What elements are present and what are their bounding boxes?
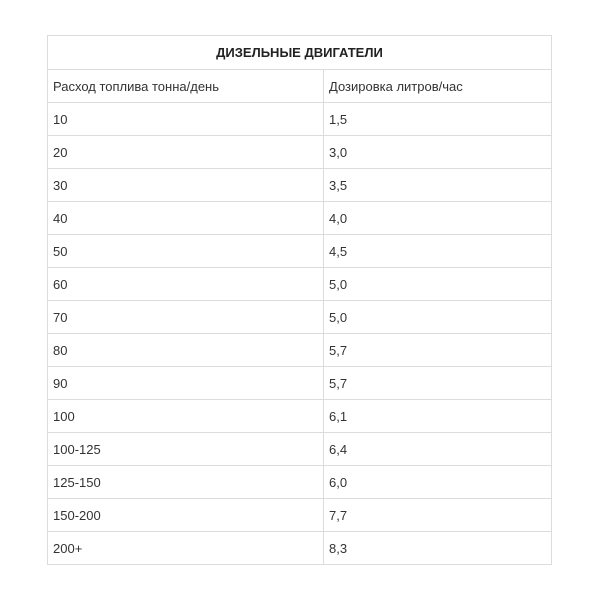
cell-dosage: 4,0 xyxy=(324,202,552,235)
cell-dosage: 5,0 xyxy=(324,268,552,301)
diesel-engines-table xyxy=(47,35,552,565)
cell-fuel-consumption: 200+ xyxy=(48,532,324,565)
table-header-row xyxy=(48,70,552,103)
cell-dosage: 5,7 xyxy=(324,367,552,400)
cell-fuel-consumption: 30 xyxy=(48,169,324,202)
cell-fuel-consumption: 60 xyxy=(48,268,324,301)
cell-dosage: 8,3 xyxy=(324,532,552,565)
table-row xyxy=(48,202,552,235)
table-row xyxy=(48,466,552,499)
cell-fuel-consumption: 80 xyxy=(48,334,324,367)
cell-dosage: 3,5 xyxy=(324,169,552,202)
cell-fuel-consumption: 90 xyxy=(48,367,324,400)
cell-fuel-consumption: 150-200 xyxy=(48,499,324,532)
cell-fuel-consumption: 10 xyxy=(48,103,324,136)
cell-dosage: 7,7 xyxy=(324,499,552,532)
cell-fuel-consumption: 125-150 xyxy=(48,466,324,499)
table-row xyxy=(48,400,552,433)
table-row xyxy=(48,499,552,532)
table-row xyxy=(48,169,552,202)
cell-dosage: 5,0 xyxy=(324,301,552,334)
cell-dosage: 6,0 xyxy=(324,466,552,499)
table-row xyxy=(48,268,552,301)
table-row xyxy=(48,136,552,169)
cell-fuel-consumption: 100-125 xyxy=(48,433,324,466)
cell-dosage: 1,5 xyxy=(324,103,552,136)
column-header-dosage: Дозировка литров/час xyxy=(324,70,552,103)
table-row xyxy=(48,235,552,268)
table-title-row xyxy=(48,36,552,70)
cell-dosage: 6,4 xyxy=(324,433,552,466)
cell-fuel-consumption: 40 xyxy=(48,202,324,235)
cell-dosage: 4,5 xyxy=(324,235,552,268)
column-header-fuel-consumption: Расход топлива тонна/день xyxy=(48,70,324,103)
cell-fuel-consumption: 20 xyxy=(48,136,324,169)
cell-dosage: 6,1 xyxy=(324,400,552,433)
table-row xyxy=(48,301,552,334)
table-row xyxy=(48,532,552,565)
cell-dosage: 3,0 xyxy=(324,136,552,169)
cell-dosage: 5,7 xyxy=(324,334,552,367)
table-row xyxy=(48,433,552,466)
cell-fuel-consumption: 70 xyxy=(48,301,324,334)
diesel-engines-table-container xyxy=(47,35,551,565)
cell-fuel-consumption: 100 xyxy=(48,400,324,433)
table-row xyxy=(48,334,552,367)
table-row xyxy=(48,103,552,136)
table-row xyxy=(48,367,552,400)
table-title: ДИЗЕЛЬНЫЕ ДВИГАТЕЛИ xyxy=(48,36,552,70)
cell-fuel-consumption: 50 xyxy=(48,235,324,268)
